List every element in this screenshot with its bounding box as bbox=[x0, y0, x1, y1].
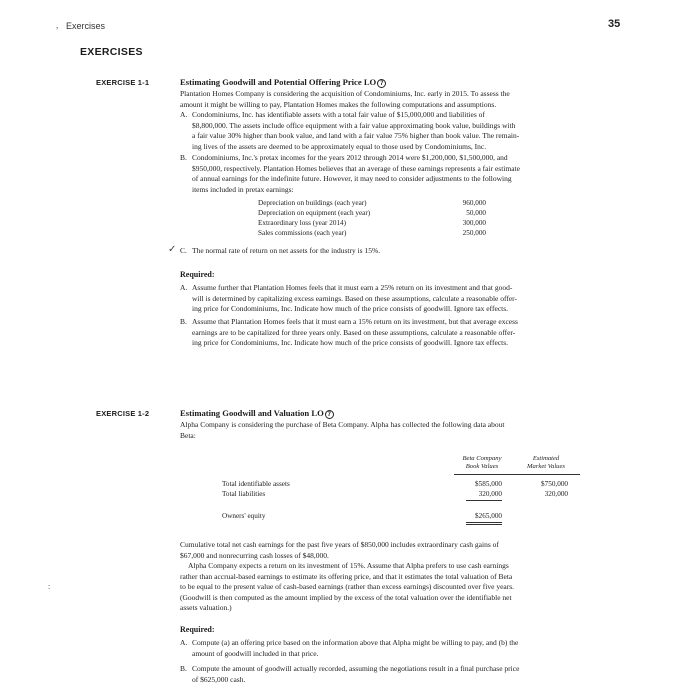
adjustment-item-label: Sales commissions (each year) bbox=[258, 229, 347, 237]
table-row-label: Total liabilities bbox=[222, 490, 266, 498]
item-c-text: The normal rate of return on net assets for the industry is 15%. bbox=[192, 246, 381, 255]
required-b-letter: B. bbox=[180, 664, 187, 673]
adjustment-item-label: Depreciation on buildings (each year) bbox=[258, 199, 367, 207]
table-row-label: Total identifiable assets bbox=[222, 480, 290, 488]
exercise-1-1-title bbox=[180, 77, 386, 88]
margin-dot: : bbox=[48, 582, 51, 591]
required-b-text bbox=[192, 664, 612, 685]
text-line: $950,000, respectively. Plantation Homes believes that an average of these earnings represents a fair estimate bbox=[192, 163, 520, 173]
column-header-line: Market Values bbox=[527, 463, 565, 470]
text-line: ing price for Condominiums, Inc. Indicate how much of the price consists of goodwill. Ignore tax effects. bbox=[192, 338, 509, 347]
text-line: Assume further that Plantation Homes feels that it must earn a 25% return on its investment and that good- bbox=[192, 283, 513, 292]
learning-objective-tag: LO bbox=[363, 77, 377, 87]
text-line: a fair value 30% higher than book value, and land with a fair value 75% higher than book value. The remain- bbox=[192, 131, 520, 140]
text-line: earnings are to be capitalized for three years only. Based on these assumptions, calculate a reasonable offer- bbox=[192, 327, 516, 337]
item-b-text bbox=[192, 153, 612, 195]
column-header-book-values bbox=[452, 455, 512, 471]
item-a-text bbox=[192, 110, 612, 152]
text-line: ing price for Condominiums, Inc. Indicate how much of the price consists of goodwill. Ignore tax effects. bbox=[192, 304, 509, 313]
text-line: will is determined by capitalizing excess earnings. Based on these assumptions, calculate a reasonable offer- bbox=[192, 293, 518, 303]
text-line: (Goodwill is then computed as the amount implied by the excess of the total valuation over the identifiable net bbox=[180, 592, 512, 602]
margin-tick-mark: , bbox=[56, 20, 59, 30]
subtotal-rule bbox=[466, 500, 502, 501]
checkmark-icon: ✓ bbox=[168, 244, 177, 255]
required-heading: Required: bbox=[180, 625, 215, 634]
required-a-text bbox=[192, 283, 612, 315]
adjustment-item-label: Depreciation on equipment (each year) bbox=[258, 209, 371, 217]
text-line: Compute (a) an offering price based on the information above that Alpha might be willing to pay, and (b) the bbox=[192, 638, 519, 647]
exercise-1-2-label: EXERCISE 1-2 bbox=[96, 409, 150, 418]
text-line: Assume that Plantation Homes feels that it must earn a 15% return on its investment, but that average excess bbox=[192, 317, 518, 326]
text-line: $67,000 and nonrecurring cash losses of $48,000. bbox=[180, 550, 329, 560]
total-double-rule bbox=[466, 524, 502, 525]
text-line: assets valuation.) bbox=[180, 603, 232, 612]
exercise-1-2-intro bbox=[180, 420, 612, 441]
text-line: $8,800,000. The assets include office equipment with a fair value approximating book value, buildings with bbox=[192, 120, 516, 130]
required-b-letter: B. bbox=[180, 317, 187, 326]
learning-objective-number: 7 bbox=[325, 410, 334, 419]
required-a-letter: A. bbox=[180, 638, 188, 647]
column-header-line: Book Values bbox=[465, 463, 499, 470]
text-line: rather than accrual-based earnings to estimate its offering price, and that it estimates the total valuation of Beta bbox=[180, 571, 513, 581]
exercise-1-1-label: EXERCISE 1-1 bbox=[96, 78, 150, 87]
page-number: 35 bbox=[608, 18, 621, 30]
text-line: Plantation Homes Company is considering the acquisition of Condominiums, Inc. early in 2015. To assess the bbox=[180, 89, 510, 98]
item-b-letter: B. bbox=[180, 153, 187, 162]
adjustment-item-value: 250,000 bbox=[462, 229, 486, 237]
table-cell-book: $265,000 bbox=[475, 512, 502, 520]
exercise-1-2-title bbox=[180, 408, 334, 419]
required-a-text bbox=[192, 638, 612, 659]
item-a-letter: A. bbox=[180, 110, 188, 119]
text-line: ing lives of the assets are deemed to be approximately equal to those used by Condominiums, Inc. bbox=[192, 141, 487, 151]
item-c-letter: C. bbox=[180, 246, 187, 255]
text-line: Condominiums, Inc. has identifiable assets with a total fair value of $15,000,000 and liabilities of bbox=[192, 110, 485, 119]
table-cell-market: $750,000 bbox=[541, 480, 568, 488]
exercise-1-2-title-text: Estimating Goodwill and Valuation bbox=[180, 408, 310, 418]
text-line: Alpha Company expects a return on its investment of 15%. Assume that Alpha prefers to use cash earnings bbox=[188, 561, 509, 570]
exercise-1-1-title-text: Estimating Goodwill and Potential Offering Price bbox=[180, 77, 362, 87]
text-line: amount of goodwill included in that price. bbox=[192, 648, 319, 658]
running-header: Exercises bbox=[66, 21, 106, 31]
earnings-paragraph bbox=[180, 540, 612, 561]
adjustment-item-value: 960,000 bbox=[462, 199, 486, 207]
learning-objective-tag: LO bbox=[311, 408, 324, 418]
required-heading: Required: bbox=[180, 270, 215, 279]
text-line: Alpha Company is considering the purchase of Beta Company. Alpha has collected the following data about bbox=[180, 420, 505, 429]
text-line: of annual earnings for the indefinite future. However, it may need to consider adjustments to the following bbox=[192, 174, 512, 183]
header-rule bbox=[454, 474, 580, 475]
section-heading: EXERCISES bbox=[80, 46, 143, 58]
table-cell-book: $585,000 bbox=[475, 480, 502, 488]
text-line: items included in pretax earnings: bbox=[192, 184, 294, 194]
adjustment-item-value: 50,000 bbox=[466, 209, 486, 217]
valuation-paragraph bbox=[180, 561, 612, 614]
table-cell-market: 320,000 bbox=[544, 490, 568, 498]
text-line: amount it might be willing to pay, Plantation Homes makes the following computations and assumptions. bbox=[180, 99, 497, 109]
table-cell-book: 320,000 bbox=[478, 490, 502, 498]
total-rule bbox=[466, 522, 502, 523]
learning-objective-number: 7 bbox=[377, 79, 386, 88]
text-line: Compute the amount of goodwill actually recorded, assuming the negotiations result in a final purchase price bbox=[192, 664, 520, 673]
exercise-1-1-intro bbox=[180, 89, 612, 110]
text-line: Condominiums, Inc.'s pretax incomes for the years 2012 through 2014 were $1,200,000, $1,500,000, and bbox=[192, 153, 508, 162]
required-b-text bbox=[192, 317, 612, 349]
column-header-market-values bbox=[514, 455, 578, 471]
text-line: Cumulative total net cash earnings for the past five years of $850,000 includes extraordinary cash gains of bbox=[180, 540, 499, 549]
column-header-line: Beta Company bbox=[462, 455, 502, 462]
text-line: Beta: bbox=[180, 430, 196, 440]
text-line: of $625,000 cash. bbox=[192, 674, 246, 684]
adjustment-item-value: 300,000 bbox=[462, 219, 486, 227]
text-line: to be equal to the present value of cash-based earnings (rather than excess earnings) discounted over five years. bbox=[180, 582, 515, 591]
required-a-letter: A. bbox=[180, 283, 188, 292]
table-row-label: Owners' equity bbox=[222, 512, 266, 520]
column-header-line: Estimated bbox=[532, 455, 560, 462]
adjustment-item-label: Extraordinary loss (year 2014) bbox=[258, 219, 347, 227]
